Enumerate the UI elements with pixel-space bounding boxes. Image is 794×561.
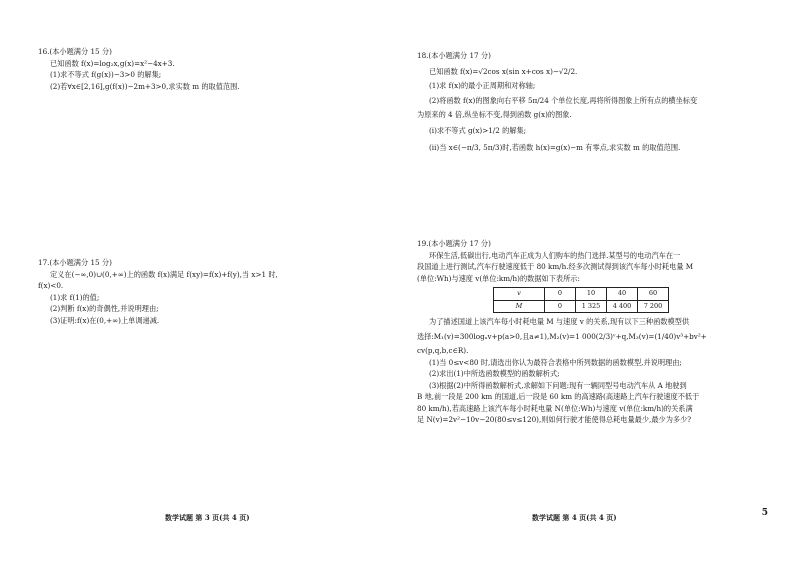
corner-page-mark: 5	[761, 508, 768, 518]
table-cell: 40	[607, 288, 638, 301]
table-cell: 1 325	[576, 300, 607, 313]
problem-19-line: 80 km/h),若高速路上该汽车每小时耗电量 N(单位:Wh)与速度 v(单位:km/h)的关系满	[417, 403, 693, 413]
problem-17-line: (2)判断 f(x)的奇偶性,并说明理由;	[50, 304, 159, 313]
table-cell: M	[494, 300, 545, 313]
problem-18-line: (ⅱ)当 x∈(−π/3, 5π/3)时,若函数 h(x)=g(x)−m 有零点,求实数 m 的取值范围.	[429, 143, 681, 152]
table-cell: 7 200	[638, 300, 669, 313]
problem-19-line: 环保生活,低碳出行,电动汽车正成为人们购车的热门选择.某型号的电动汽车在一	[429, 250, 681, 260]
problem-17-line: f(x)<0.	[38, 281, 64, 290]
problem-17-line: (1)求 f(1)的值;	[50, 292, 100, 302]
page-footer-right: 数学试题 第 4 页(共 4 页)	[532, 513, 617, 522]
problem-17	[38, 257, 278, 326]
problem-18-line: (2)将函数 f(x)的图象向右平移 5π/24 个单位长度,再将所得图象上所有点的横坐标变	[429, 95, 698, 105]
problem-18	[417, 50, 697, 154]
problem-19-line: cv(p,q,b,c∈R).	[417, 346, 469, 355]
table-cell: v	[494, 288, 545, 301]
problem-19-line: 足 N(v)=2v²−10v−20(80≤v≤120),则如何行驶才能使得总耗电量最少,最少为多少?	[417, 415, 692, 424]
problem-17-header: 17.(本小题满分 15 分)	[38, 258, 112, 267]
problem-18-line: 为原来的 4 倍,纵坐标不变,得到函数 g(x)的图象.	[417, 110, 572, 119]
table-cell: 0	[545, 300, 576, 313]
problem-16-header: 16.(本小题满分 15 分)	[38, 47, 112, 56]
problem-16-line: (1)求不等式 f(g(x))−3>0 的解集;	[50, 70, 162, 79]
problem-19-line: 选择:M₁(v)=300logₐv+p(a>0,且a≠1),M₂(v)=1 000(2/3)ᵛ+q,M₃(v)=(1/40)v³+bv²+	[417, 331, 707, 341]
problem-18-line: (1)求 f(x)的最小正周期和对称轴;	[429, 81, 536, 90]
problem-19-line: 为了描述国道上该汽车每小时耗电量 M 与速度 v 的关系,现有以下三种函数模型供	[429, 317, 690, 326]
problem-18-line: 已知函数 f(x)=√2cos x(sin x+cos x)−√2/2.	[429, 66, 578, 76]
problem-19-line: (1)当 0≤v<80 时,请选出你认为最符合表格中所列数据的函数模型,并说明理由;	[429, 357, 682, 367]
table-cell: 60	[638, 288, 669, 301]
problem-19-line: (单位:Wh)与速度 v(单位:km/h)的数据如下表所示:	[417, 273, 580, 283]
problem-19-header: 19.(本小题满分 17 分)	[417, 239, 491, 248]
table-cell: 0	[545, 288, 576, 301]
problem-19-line: (3)根据(2)中所得函数解析式,求解如下问题:现有一辆同型号电动汽车从 A 地驶到	[429, 380, 687, 390]
table-row	[494, 288, 669, 301]
problem-16	[38, 46, 240, 92]
problem-19	[417, 238, 707, 426]
problem-16-line: (2)若∀x∈[2,16],g(f(x))−2m+3>0,求实数 m 的取值范围.	[50, 81, 240, 91]
page-footer-left: 数学试题 第 3 页(共 4 页)	[165, 513, 250, 522]
problem-19-line: (2)求出(1)中所选函数模型的函数解析式;	[429, 369, 560, 378]
problem-17-line: 定义在(−∞,0)∪(0,+∞)上的函数 f(x)满足 f(xy)=f(x)+f(y),当 x>1 时,	[50, 269, 278, 279]
problem-19-line: 段国道上进行测试,汽车行驶速度低于 80 km/h.经多次测试得到该汽车每小时耗电量 M	[417, 262, 694, 271]
right-page	[397, 0, 794, 561]
problem-19-line: B 地,前一段是 200 km 的国道,后一段是 60 km 的高速路(高速路上汽车行驶速度不低于	[417, 392, 700, 401]
problem-16-line: 已知函数 f(x)=log₂x,g(x)=x²−4x+3.	[50, 58, 175, 68]
speed-consumption-table	[493, 287, 669, 313]
table-cell: 10	[576, 288, 607, 301]
problem-18-line: (ⅰ)求不等式 g(x)>1/2 的解集;	[429, 125, 527, 135]
problem-17-line: (3)证明:f(x)在(0,+∞)上单调递减.	[50, 315, 160, 325]
table-row	[494, 300, 669, 313]
table-cell: 4 400	[607, 300, 638, 313]
problem-18-header: 18.(本小题满分 17 分)	[417, 51, 491, 60]
